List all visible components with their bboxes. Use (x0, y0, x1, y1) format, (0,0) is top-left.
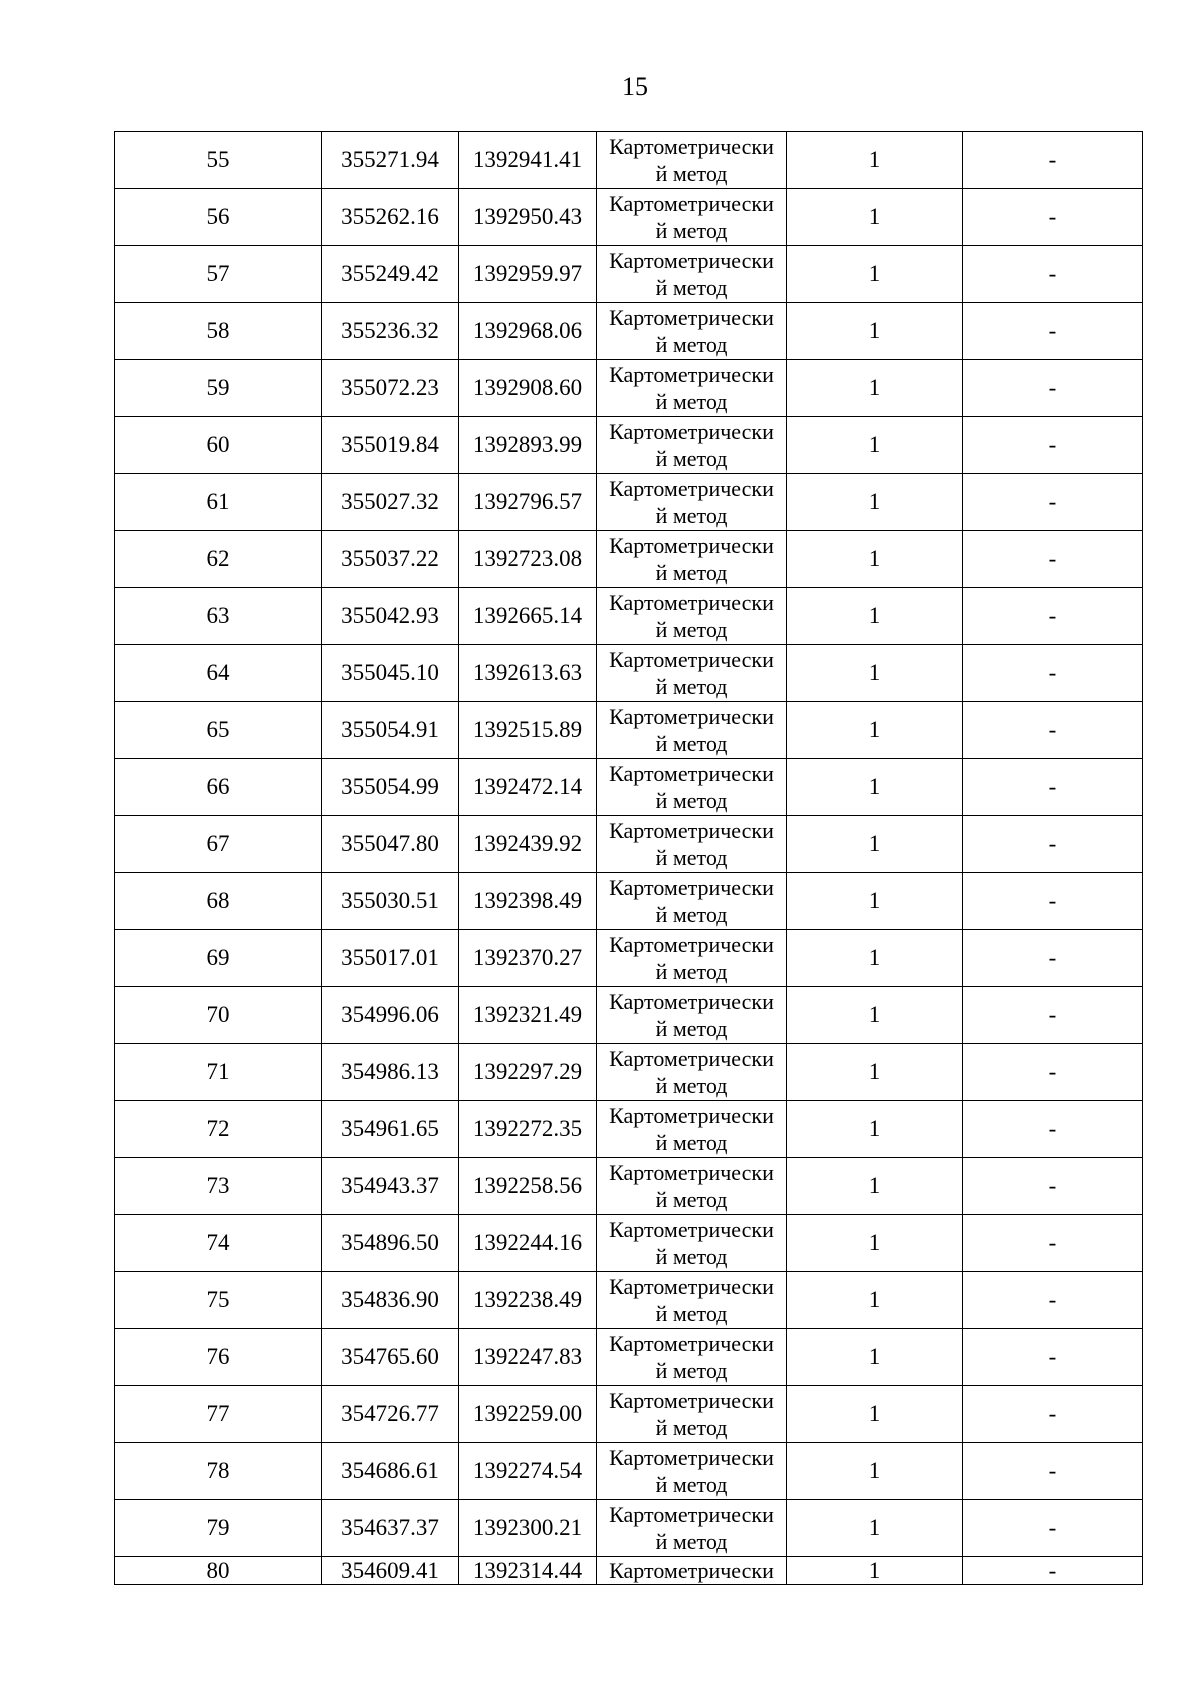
method-line-2: й метод (655, 446, 728, 471)
point-number-cell: 68 (115, 873, 322, 930)
x-coordinate-cell: 354961.65 (322, 1101, 459, 1158)
y-coordinate-cell: 1392258.56 (459, 1158, 597, 1215)
table-row (115, 1272, 1143, 1329)
method-line-2: й метод (655, 1358, 728, 1383)
x-coordinate-cell: 354609.41 (322, 1557, 459, 1585)
note-cell: - (963, 1557, 1143, 1585)
method-cell (597, 873, 787, 930)
method-cell (597, 987, 787, 1044)
x-coordinate-cell: 355047.80 (322, 816, 459, 873)
x-coordinate-cell: 354686.61 (322, 1443, 459, 1500)
x-coordinate-cell: 355271.94 (322, 132, 459, 189)
x-coordinate-cell: 355262.16 (322, 189, 459, 246)
method-line-1: Картометрически (609, 932, 774, 957)
accuracy-cell: 1 (787, 1101, 963, 1158)
table-row (115, 1329, 1143, 1386)
note-cell: - (963, 873, 1143, 930)
method-line-2: й метод (655, 731, 728, 756)
table-row (115, 417, 1143, 474)
accuracy-cell: 1 (787, 1386, 963, 1443)
method-cell (597, 702, 787, 759)
method-line-1: Картометрически (609, 989, 774, 1014)
point-number-cell: 80 (115, 1557, 322, 1585)
point-number-cell: 79 (115, 1500, 322, 1557)
accuracy-cell: 1 (787, 132, 963, 189)
x-coordinate-cell: 355249.42 (322, 246, 459, 303)
accuracy-cell: 1 (787, 702, 963, 759)
y-coordinate-cell: 1392274.54 (459, 1443, 597, 1500)
method-cell (597, 1158, 787, 1215)
y-coordinate-cell: 1392893.99 (459, 417, 597, 474)
table-row (115, 1386, 1143, 1443)
method-cell (597, 474, 787, 531)
accuracy-cell: 1 (787, 303, 963, 360)
accuracy-cell: 1 (787, 531, 963, 588)
point-number-cell: 57 (115, 246, 322, 303)
method-line-2: й метод (655, 389, 728, 414)
point-number-cell: 63 (115, 588, 322, 645)
method-line-1: Картометрически (609, 419, 774, 444)
accuracy-cell: 1 (787, 1500, 963, 1557)
note-cell: - (963, 930, 1143, 987)
y-coordinate-cell: 1392665.14 (459, 588, 597, 645)
method-cell (597, 246, 787, 303)
accuracy-cell: 1 (787, 1329, 963, 1386)
y-coordinate-cell: 1392370.27 (459, 930, 597, 987)
point-number-cell: 77 (115, 1386, 322, 1443)
method-cell (597, 360, 787, 417)
method-line-1: Картометрически (609, 1445, 774, 1470)
y-coordinate-cell: 1392297.29 (459, 1044, 597, 1101)
x-coordinate-cell: 355030.51 (322, 873, 459, 930)
method-cell (597, 417, 787, 474)
accuracy-cell: 1 (787, 1443, 963, 1500)
x-coordinate-cell: 354896.50 (322, 1215, 459, 1272)
method-cell (597, 1044, 787, 1101)
accuracy-cell: 1 (787, 1557, 963, 1585)
method-line-1: Картометрически (609, 1388, 774, 1413)
method-line-1: Картометрически (609, 1558, 774, 1583)
method-line-2: й метод (655, 674, 728, 699)
point-number-cell: 70 (115, 987, 322, 1044)
method-line-1: Картометрически (609, 1103, 774, 1128)
table-row (115, 816, 1143, 873)
y-coordinate-cell: 1392272.35 (459, 1101, 597, 1158)
y-coordinate-cell: 1392398.49 (459, 873, 597, 930)
table-row (115, 759, 1143, 816)
note-cell: - (963, 1158, 1143, 1215)
note-cell: - (963, 1443, 1143, 1500)
table-row (115, 360, 1143, 417)
point-number-cell: 59 (115, 360, 322, 417)
accuracy-cell: 1 (787, 759, 963, 816)
note-cell: - (963, 360, 1143, 417)
table-row (115, 1215, 1143, 1272)
y-coordinate-cell: 1392300.21 (459, 1500, 597, 1557)
y-coordinate-cell: 1392941.41 (459, 132, 597, 189)
table-row (115, 1500, 1143, 1557)
accuracy-cell: 1 (787, 1044, 963, 1101)
point-number-cell: 78 (115, 1443, 322, 1500)
method-cell (597, 645, 787, 702)
method-cell (597, 1557, 787, 1585)
point-number-cell: 72 (115, 1101, 322, 1158)
method-line-2: й метод (655, 275, 728, 300)
method-line-2: й метод (655, 503, 728, 528)
x-coordinate-cell: 355027.32 (322, 474, 459, 531)
note-cell: - (963, 474, 1143, 531)
note-cell: - (963, 132, 1143, 189)
method-line-2: й метод (655, 617, 728, 642)
x-coordinate-cell: 354836.90 (322, 1272, 459, 1329)
method-line-2: й метод (655, 1244, 728, 1269)
method-line-1: Картометрически (609, 875, 774, 900)
accuracy-cell: 1 (787, 930, 963, 987)
x-coordinate-cell: 355054.91 (322, 702, 459, 759)
note-cell: - (963, 1272, 1143, 1329)
y-coordinate-cell: 1392244.16 (459, 1215, 597, 1272)
method-line-2: й метод (655, 1016, 728, 1041)
method-cell (597, 303, 787, 360)
note-cell: - (963, 1215, 1143, 1272)
point-number-cell: 58 (115, 303, 322, 360)
table-row (115, 1101, 1143, 1158)
point-number-cell: 71 (115, 1044, 322, 1101)
y-coordinate-cell: 1392515.89 (459, 702, 597, 759)
table-row (115, 531, 1143, 588)
method-cell (597, 1101, 787, 1158)
x-coordinate-cell: 354637.37 (322, 1500, 459, 1557)
point-number-cell: 64 (115, 645, 322, 702)
method-line-2: й метод (655, 788, 728, 813)
table-row (115, 1044, 1143, 1101)
y-coordinate-cell: 1392439.92 (459, 816, 597, 873)
note-cell: - (963, 987, 1143, 1044)
table-row (115, 1557, 1143, 1585)
table-row (115, 303, 1143, 360)
accuracy-cell: 1 (787, 417, 963, 474)
note-cell: - (963, 1044, 1143, 1101)
accuracy-cell: 1 (787, 1215, 963, 1272)
point-number-cell: 56 (115, 189, 322, 246)
y-coordinate-cell: 1392959.97 (459, 246, 597, 303)
method-cell (597, 1329, 787, 1386)
method-line-2: й метод (655, 1073, 728, 1098)
method-cell (597, 759, 787, 816)
table-row (115, 588, 1143, 645)
point-number-cell: 65 (115, 702, 322, 759)
note-cell: - (963, 759, 1143, 816)
x-coordinate-cell: 354986.13 (322, 1044, 459, 1101)
method-cell (597, 816, 787, 873)
note-cell: - (963, 531, 1143, 588)
method-line-2: й метод (655, 959, 728, 984)
point-number-cell: 76 (115, 1329, 322, 1386)
point-number-cell: 75 (115, 1272, 322, 1329)
method-cell (597, 1272, 787, 1329)
y-coordinate-cell: 1392321.49 (459, 987, 597, 1044)
x-coordinate-cell: 355054.99 (322, 759, 459, 816)
point-number-cell: 55 (115, 132, 322, 189)
note-cell: - (963, 1500, 1143, 1557)
method-line-2: й метод (655, 845, 728, 870)
method-line-1: Картометрически (609, 1331, 774, 1356)
method-line-2: й метод (655, 560, 728, 585)
method-line-1: Картометрически (609, 533, 774, 558)
point-number-cell: 67 (115, 816, 322, 873)
x-coordinate-cell: 355045.10 (322, 645, 459, 702)
method-line-1: Картометрически (609, 476, 774, 501)
method-line-2: й метод (655, 1301, 728, 1326)
method-cell (597, 930, 787, 987)
method-line-1: Картометрически (609, 818, 774, 843)
method-line-1: Картометрически (609, 1217, 774, 1242)
point-number-cell: 74 (115, 1215, 322, 1272)
method-line-2: й метод (655, 1529, 728, 1554)
table-row (115, 1158, 1143, 1215)
table-body (115, 132, 1143, 1585)
y-coordinate-cell: 1392259.00 (459, 1386, 597, 1443)
table-row (115, 702, 1143, 759)
method-line-1: Картометрически (609, 1502, 774, 1527)
point-number-cell: 69 (115, 930, 322, 987)
method-cell (597, 588, 787, 645)
method-line-1: Картометрически (609, 191, 774, 216)
y-coordinate-cell: 1392723.08 (459, 531, 597, 588)
method-line-1: Картометрически (609, 248, 774, 273)
method-line-1: Картометрически (609, 134, 774, 159)
method-line-1: Картометрически (609, 305, 774, 330)
y-coordinate-cell: 1392796.57 (459, 474, 597, 531)
method-cell (597, 1215, 787, 1272)
x-coordinate-cell: 355017.01 (322, 930, 459, 987)
x-coordinate-cell: 355042.93 (322, 588, 459, 645)
table-row (115, 132, 1143, 189)
coordinates-table (114, 131, 1143, 1585)
table-row (115, 474, 1143, 531)
note-cell: - (963, 189, 1143, 246)
method-line-1: Картометрически (609, 1046, 774, 1071)
accuracy-cell: 1 (787, 987, 963, 1044)
point-number-cell: 61 (115, 474, 322, 531)
method-line-2: й метод (655, 1415, 728, 1440)
method-line-1: Картометрически (609, 647, 774, 672)
method-cell (597, 1500, 787, 1557)
method-cell (597, 189, 787, 246)
method-line-1: Картометрически (609, 1160, 774, 1185)
y-coordinate-cell: 1392314.44 (459, 1557, 597, 1585)
x-coordinate-cell: 354943.37 (322, 1158, 459, 1215)
accuracy-cell: 1 (787, 246, 963, 303)
x-coordinate-cell: 354996.06 (322, 987, 459, 1044)
table-row (115, 645, 1143, 702)
y-coordinate-cell: 1392950.43 (459, 189, 597, 246)
note-cell: - (963, 645, 1143, 702)
y-coordinate-cell: 1392247.83 (459, 1329, 597, 1386)
y-coordinate-cell: 1392908.60 (459, 360, 597, 417)
method-line-2: й метод (655, 902, 728, 927)
table-row (115, 1443, 1143, 1500)
x-coordinate-cell: 354765.60 (322, 1329, 459, 1386)
method-cell (597, 1443, 787, 1500)
accuracy-cell: 1 (787, 645, 963, 702)
method-line-1: Картометрически (609, 761, 774, 786)
accuracy-cell: 1 (787, 588, 963, 645)
page-number: 15 (622, 72, 648, 101)
point-number-cell: 60 (115, 417, 322, 474)
accuracy-cell: 1 (787, 1272, 963, 1329)
x-coordinate-cell: 355236.32 (322, 303, 459, 360)
method-line-1: Картометрически (609, 704, 774, 729)
y-coordinate-cell: 1392968.06 (459, 303, 597, 360)
x-coordinate-cell: 355072.23 (322, 360, 459, 417)
note-cell: - (963, 816, 1143, 873)
note-cell: - (963, 702, 1143, 759)
method-line-1: Картометрически (609, 1274, 774, 1299)
method-line-2: й метод (655, 1130, 728, 1155)
point-number-cell: 73 (115, 1158, 322, 1215)
table-row (115, 873, 1143, 930)
x-coordinate-cell: 355037.22 (322, 531, 459, 588)
note-cell: - (963, 588, 1143, 645)
y-coordinate-cell: 1392238.49 (459, 1272, 597, 1329)
accuracy-cell: 1 (787, 360, 963, 417)
method-line-1: Картометрически (609, 590, 774, 615)
method-line-2: й метод (655, 1187, 728, 1212)
table-row (115, 987, 1143, 1044)
table-row (115, 930, 1143, 987)
note-cell: - (963, 303, 1143, 360)
method-cell (597, 132, 787, 189)
point-number-cell: 66 (115, 759, 322, 816)
accuracy-cell: 1 (787, 1158, 963, 1215)
note-cell: - (963, 1329, 1143, 1386)
method-cell (597, 1386, 787, 1443)
note-cell: - (963, 1101, 1143, 1158)
x-coordinate-cell: 355019.84 (322, 417, 459, 474)
method-line-2: й метод (655, 1472, 728, 1497)
method-line-1: Картометрически (609, 362, 774, 387)
note-cell: - (963, 417, 1143, 474)
method-cell (597, 531, 787, 588)
y-coordinate-cell: 1392613.63 (459, 645, 597, 702)
note-cell: - (963, 1386, 1143, 1443)
table-row (115, 189, 1143, 246)
method-line-2: й метод (655, 161, 728, 186)
method-line-2: й метод (655, 218, 728, 243)
accuracy-cell: 1 (787, 816, 963, 873)
accuracy-cell: 1 (787, 873, 963, 930)
method-line-2: й метод (655, 332, 728, 357)
x-coordinate-cell: 354726.77 (322, 1386, 459, 1443)
accuracy-cell: 1 (787, 189, 963, 246)
y-coordinate-cell: 1392472.14 (459, 759, 597, 816)
note-cell: - (963, 246, 1143, 303)
point-number-cell: 62 (115, 531, 322, 588)
accuracy-cell: 1 (787, 474, 963, 531)
table-row (115, 246, 1143, 303)
